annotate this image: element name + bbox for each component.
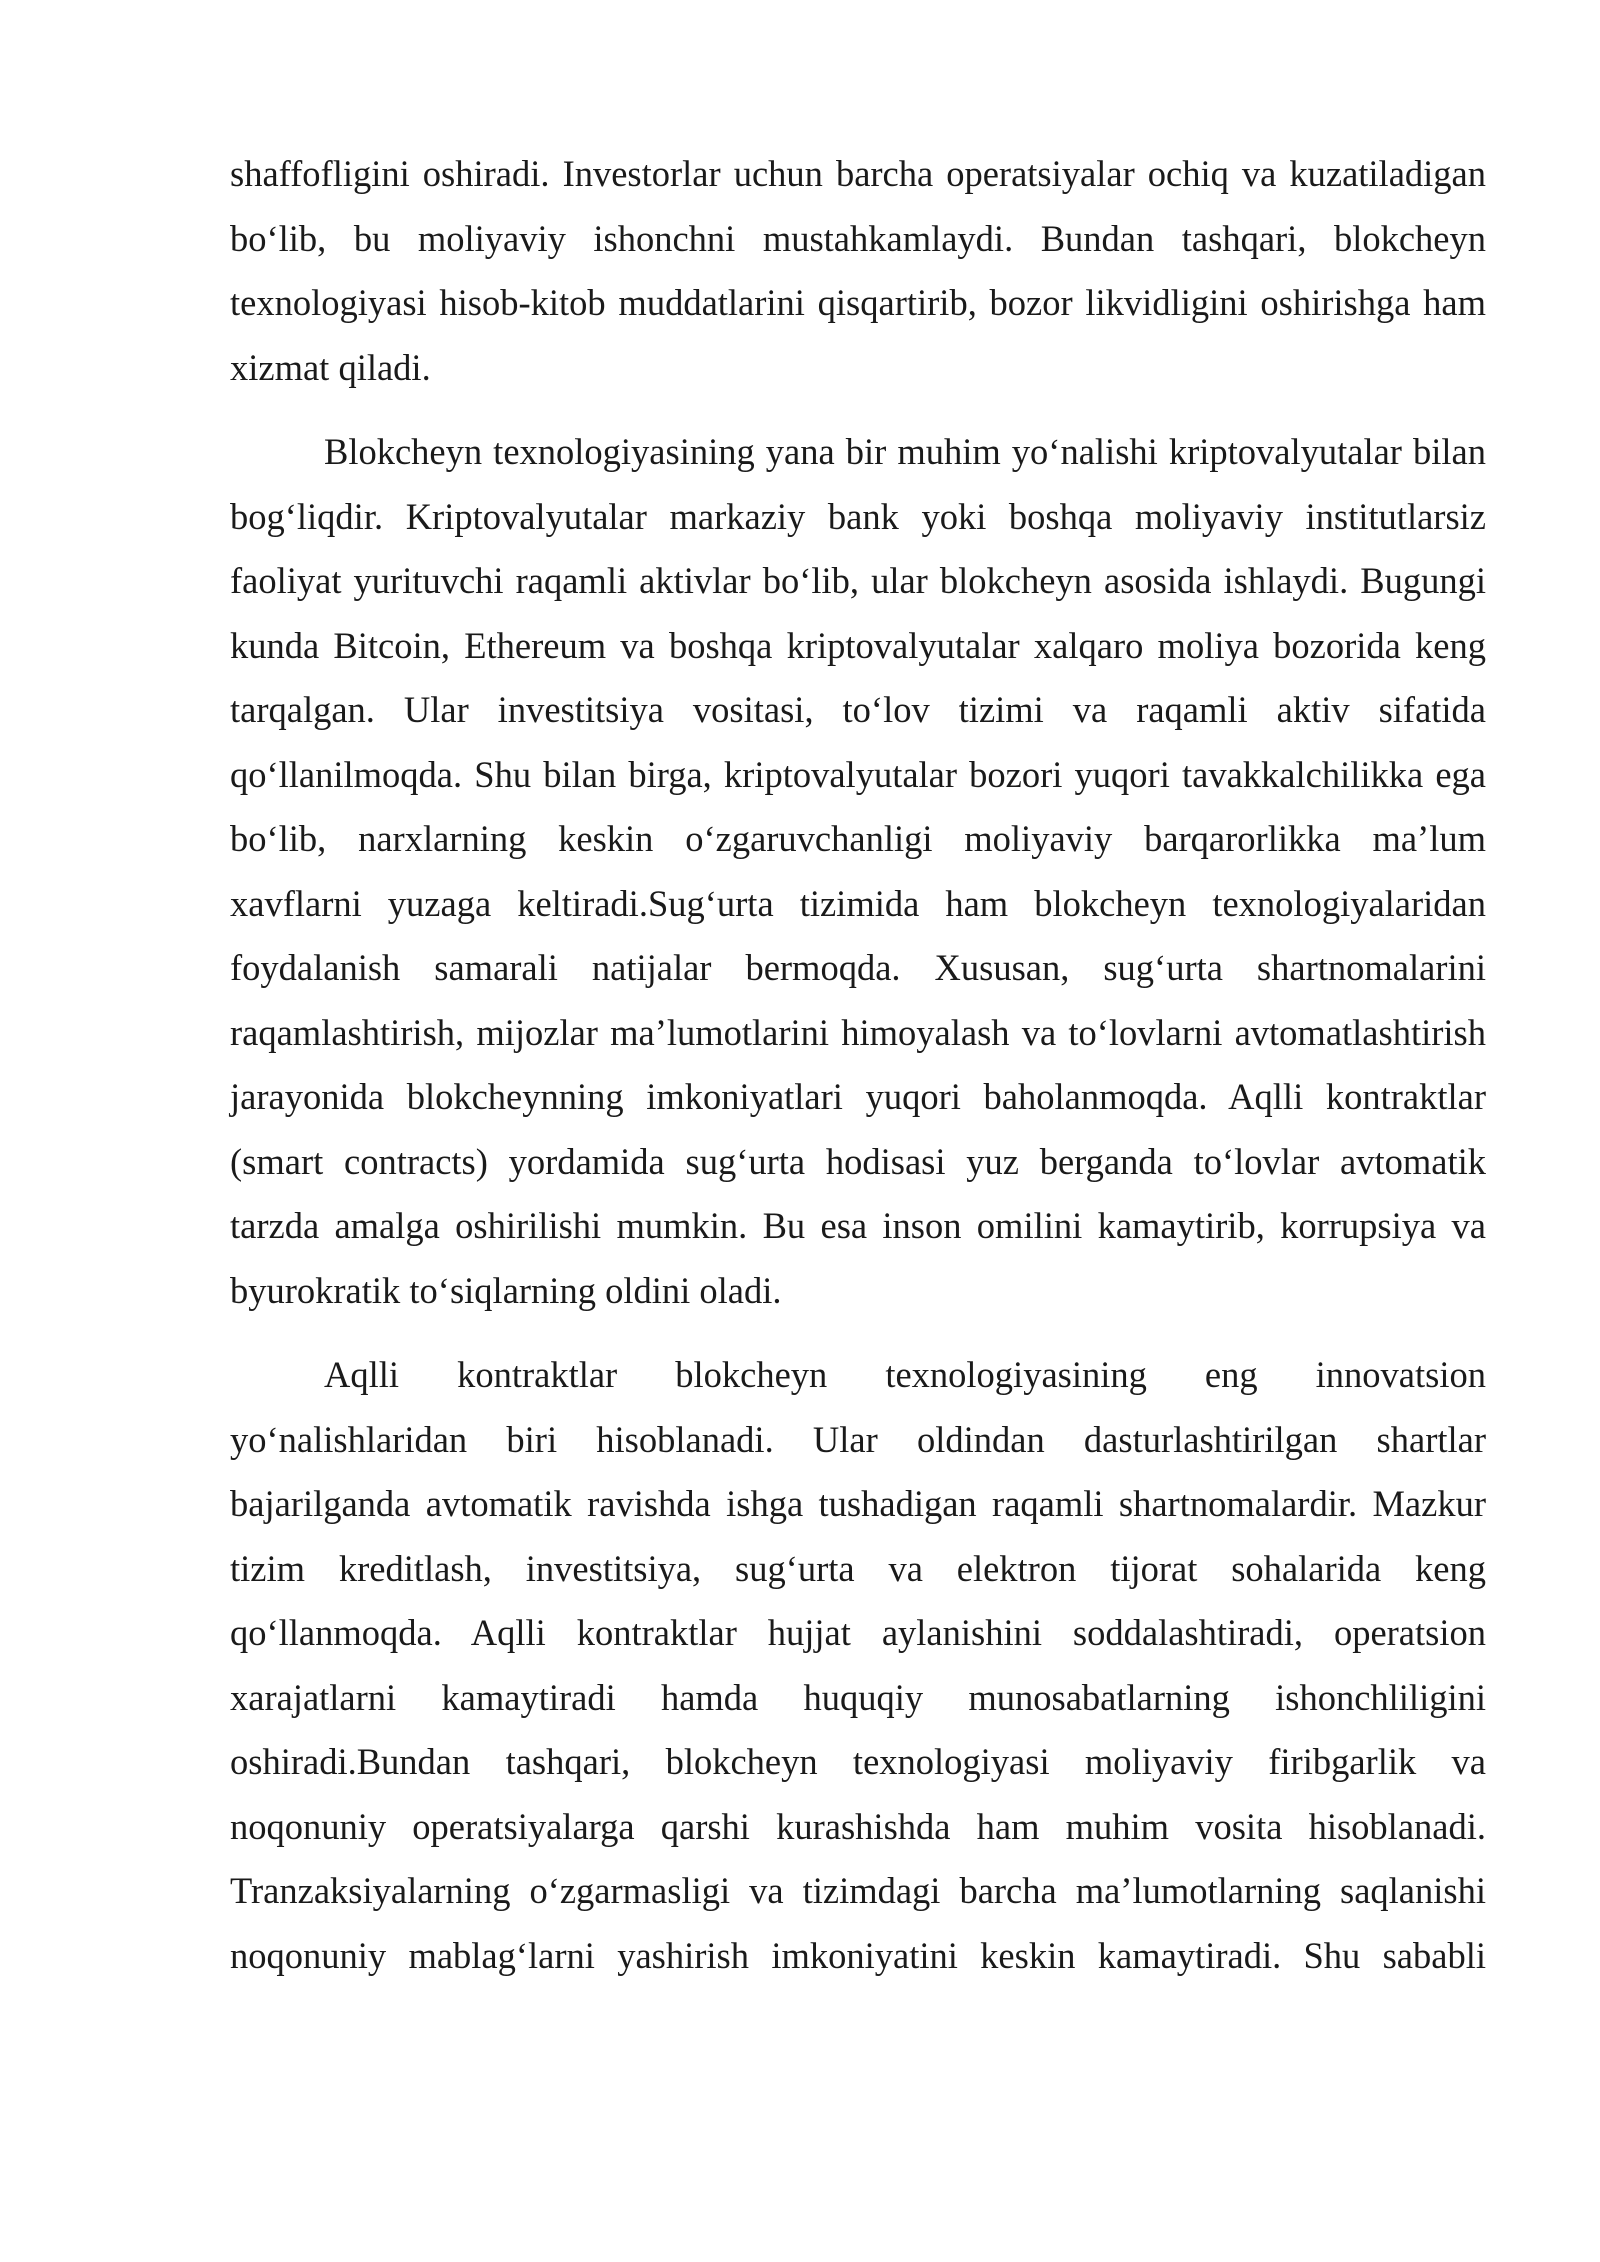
body-text <box>230 142 1486 2008</box>
paragraph-continuation: shaffofligini oshiradi. Investorlar uchun barcha operatsiyalar ochiq va kuzatiladigan bo‘lib, bu moliyaviy ishonchni mustahkamlaydi. Bundan tashqari, blokcheyn texnologiyasi hisob-kitob muddatlarini qisqartirib, bozor likvidligini oshirishga ham xizmat qiladi. <box>230 153 1486 388</box>
paragraph-smart-contracts: Aqlli kontraktlar blokcheyn texnologiyasining eng innovatsion yo‘nalishlaridan biri hisoblanadi. Ular oldindan dasturlashtirilgan shartlar bajarilganda avtomatik ravishda ishga tushadigan raqamli shartnomalardir. Mazkur tizim kreditlash, investitsiya, sug‘urta va elektron tijorat sohalarida keng qo‘llanmoqda. Aqlli kontraktlar hujjat aylanishini soddalashtiradi, operatsion xarajatlarni kamaytiradi hamda huquqiy munosabatlarning ishonchliligini oshiradi.Bundan tashqari, blokcheyn texnologiyasi moliyaviy firibgarlik va noqonuniy operatsiyalarga qarshi kurashishda ham muhim vosita hisoblanadi. Tranzaksiyalarning o‘zgarmasligi va tizimdagi barcha ma’lumotlarning saqlanishi noqonuniy mablag‘larni yashirish imkoniyatini keskin kamaytiradi. Shu sababli <box>230 1354 1486 1976</box>
paragraph-cryptocurrencies: Blokcheyn texnologiyasining yana bir muhim yo‘nalishi kriptovalyutalar bilan bog‘liqdir. Kriptovalyutalar markaziy bank yoki boshqa moliyaviy institutlarsiz faoliyat yurituvchi raqamli aktivlar bo‘lib, ular blokcheyn asosida ishlaydi. Bugungi kunda Bitcoin, Ethereum va boshqa kriptovalyutalar xalqaro moliya bozorida keng tarqalgan. Ular investitsiya vositasi, to‘lov tizimi va raqamli aktiv sifatida qo‘llanilmoqda. Shu bilan birga, kriptovalyutalar bozori yuqori tavakkalchilikka ega bo‘lib, narxlarning keskin o‘zgaruvchanligi moliyaviy barqarorlikka ma’lum xavflarni yuzaga keltiradi.Sug‘urta tizimida ham blokcheyn texnologiyalaridan foydalanish samarali natijalar bermoqda. Xususan, sug‘urta shartnomalarini raqamlashtirish, mijozlar ma’lumotlarini himoyalash va to‘lovlarni avtomatlashtirish jarayonida blokcheynning imkoniyatlari yuqori baholanmoqda. Aqlli kontraktlar (smart contracts) yordamida sug‘urta hodisasi yuz berganda to‘lovlar avtomatik tarzda amalga oshirilishi mumkin. Bu esa inson omilini kamaytirib, korrupsiya va byurokratik to‘siqlarning oldini oladi. <box>230 431 1486 1311</box>
